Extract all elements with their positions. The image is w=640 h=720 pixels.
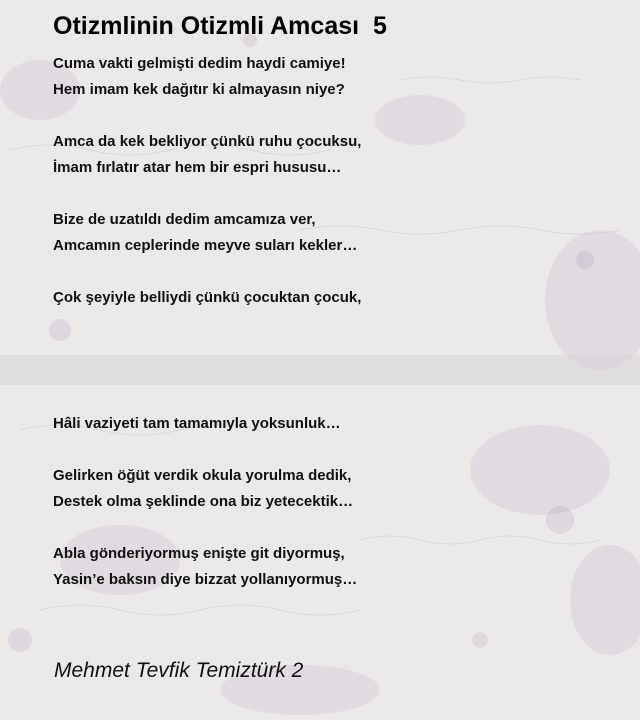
stanza-3 <box>53 207 357 259</box>
stanza-4 <box>53 285 361 311</box>
stanza-5 <box>53 411 341 437</box>
verse-line: Çok şeyiyle belliydi çünkü çocuktan çocuk, <box>53 289 362 306</box>
verse-line: Amcamın ceplerinde meyve suları kekler… <box>53 237 358 254</box>
stanza-6 <box>53 463 353 515</box>
verse-line: Abla gönderiyormuş enişte git diyormuş, <box>53 545 345 562</box>
verse-line: Yasin’e baksın diye bizzat yollanıyormuş… <box>53 571 358 588</box>
verse-line: Bize de uzatıldı dedim amcamıza ver, <box>53 211 316 228</box>
verse-line: Gelirken öğüt verdik okula yorulma dedik, <box>53 467 352 484</box>
verse-line: Amca da kek bekliyor çünkü ruhu çocuksu, <box>53 133 362 150</box>
verse-line: Cuma vakti gelmişti dedim haydi camiye! <box>53 55 346 72</box>
verse-line: Hâli vaziyeti tam tamamıyla yoksunluk… <box>53 415 341 432</box>
poem-title: Otizmlinin Otizmli Amcası 5 <box>53 12 387 40</box>
verse-line: İmam fırlatır atar hem bir espri hususu… <box>53 159 342 176</box>
stanza-2 <box>53 129 361 181</box>
stanza-1 <box>53 51 346 103</box>
poem-author: Mehmet Tevfik Temiztürk 2 <box>54 659 304 682</box>
verse-line: Destek olma şeklinde ona biz yetecektik… <box>53 493 354 510</box>
verse-line: Hem imam kek dağıtır ki almayasın niye? <box>53 81 345 98</box>
stanza-7 <box>53 541 357 593</box>
